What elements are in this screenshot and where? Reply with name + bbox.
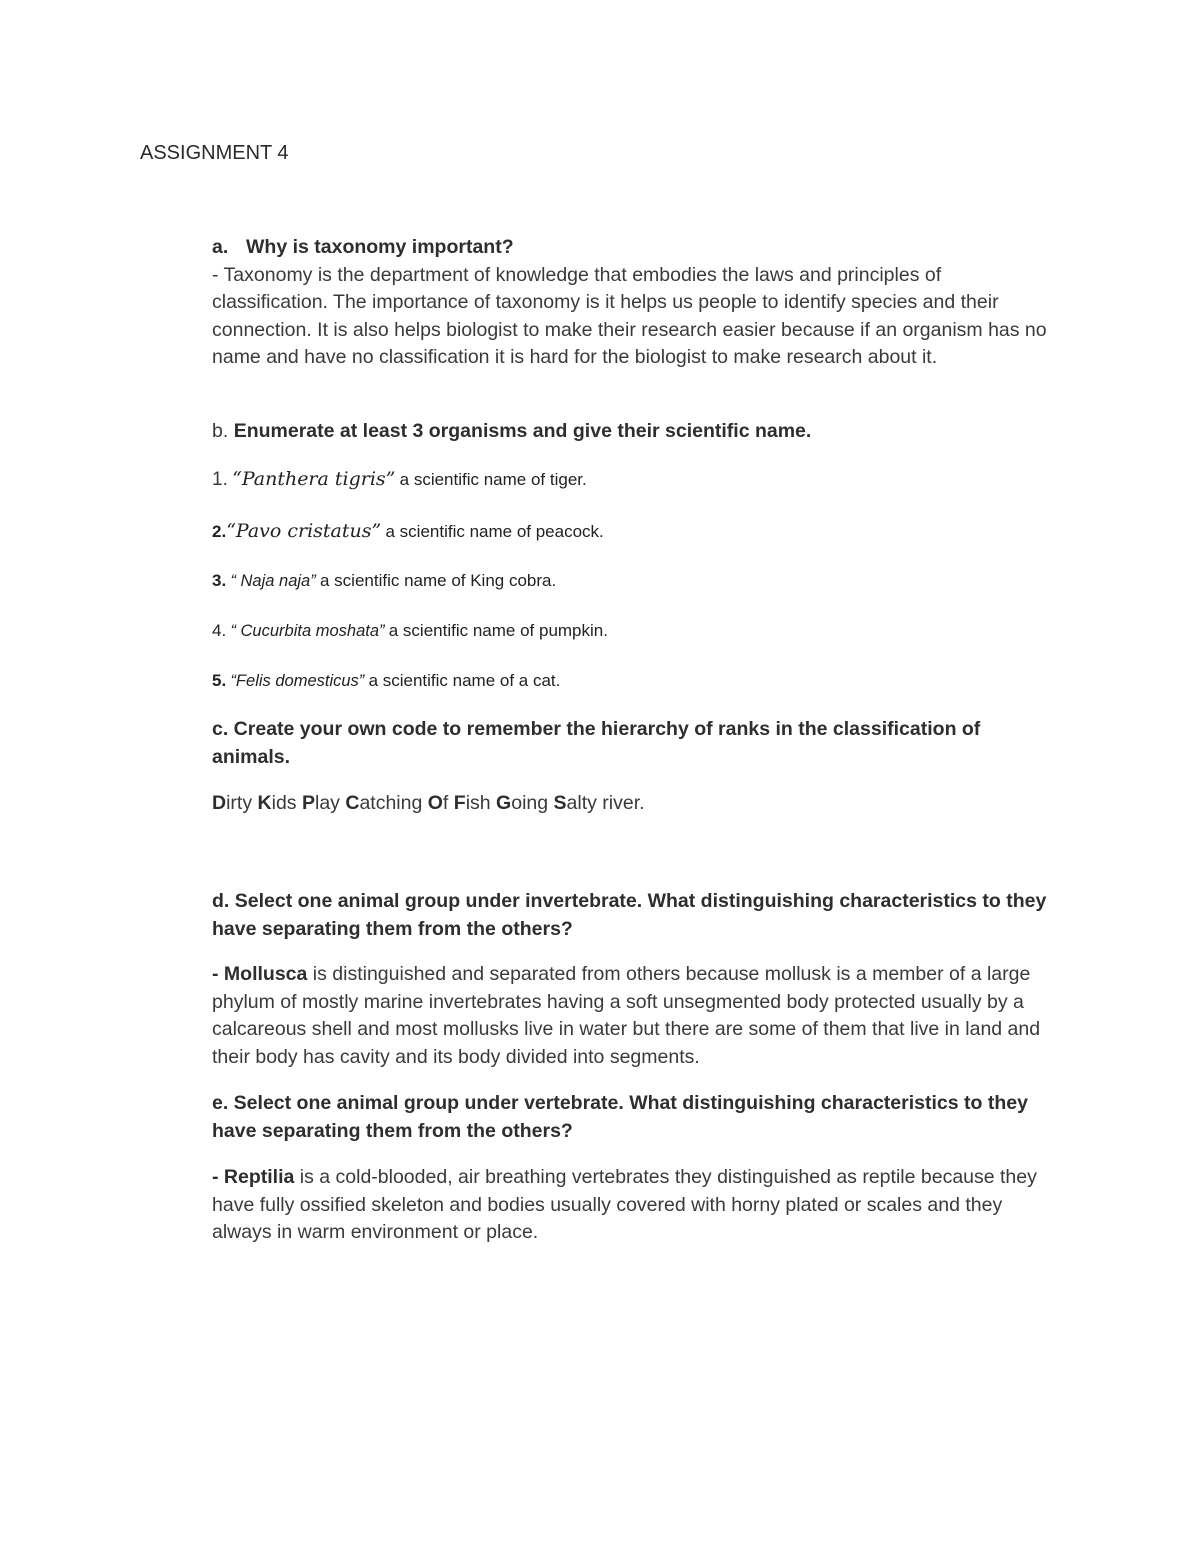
section-e-answer-lead: - Reptilia [212, 1166, 295, 1188]
mnemonic-word: Of [427, 792, 449, 814]
section-a [212, 234, 1062, 372]
organism-item [212, 520, 604, 542]
section-e-answer [212, 1164, 1062, 1247]
organism-scientific-name: “Pavo cristatus” [226, 520, 382, 542]
section-e-answer-text: is a cold-blooded, air breathing vertebrates they distinguished as reptile because they have fully ossified skeleton and bodies usually covered with horny plated or scales and they always in warm environment or place. [212, 1166, 1037, 1243]
section-a-letter: a. [212, 236, 229, 258]
organism-scientific-name: “ Cucurbita moshata” [230, 622, 385, 640]
organism-item [212, 671, 560, 691]
mnemonic-word: Play [301, 792, 340, 814]
organism-description: a scientific name of King cobra. [319, 571, 557, 590]
organism-item [212, 468, 587, 491]
section-e-question: e. Select one animal group under vertebrate. What distinguishing characteristics to they have separating them from the others? [212, 1092, 1028, 1142]
organism-item [212, 571, 556, 591]
section-b-question [212, 418, 1062, 446]
organism-description: a scientific name of peacock. [385, 522, 604, 541]
organism-description: a scientific name of tiger. [399, 470, 587, 489]
organism-number: 1. [212, 469, 228, 490]
section-d-answer-text: is distinguished and separated from others because mollusk is a member of a large phylum of mostly marine invertebrates having a soft unsegmented body protected usually by a calcareous shell and most mollusks live in water but there are some of them that live in land and their body has cavity and its body divided into segments. [212, 963, 1041, 1068]
organism-scientific-name: “ Naja naja” [230, 572, 316, 590]
section-b-letter: b. [212, 420, 229, 442]
organism-scientific-name: “Panthera tigris” [232, 468, 396, 490]
organism-description: a scientific name of a cat. [368, 671, 561, 690]
organism-description: a scientific name of pumpkin. [388, 621, 608, 640]
organism-number: 2. [212, 522, 227, 541]
section-b-question-text: Enumerate at least 3 organisms and give their scientific name. [233, 420, 812, 442]
assignment-title: ASSIGNMENT 4 [140, 142, 289, 164]
mnemonic-word: Kids [257, 792, 297, 814]
mnemonic-code [212, 790, 1062, 818]
organism-number: 3. [212, 571, 227, 590]
organism-number: 5. [212, 671, 227, 690]
organism-number: 4. [212, 621, 227, 640]
organism-item [212, 621, 608, 641]
mnemonic-word: Salty river. [553, 792, 645, 814]
section-a-answer: - Taxonomy is the department of knowledge that embodies the laws and principles of classification. The importance of taxonomy is it helps us people to identify species and their connection. It is also helps biologist to make their research easier because if an organism has no name and have no classification it is hard for the biologist to make research about it. [212, 263, 1047, 368]
section-a-question [212, 234, 1062, 262]
organism-scientific-name: “Felis domesticus” [230, 672, 365, 690]
section-d-answer-lead: - Mollusca [212, 963, 308, 985]
mnemonic-word: Catching [345, 792, 423, 814]
section-c-question: c. Create your own code to remember the hierarchy of ranks in the classification of animals. [212, 718, 981, 768]
section-d-answer [212, 961, 1062, 1071]
mnemonic-word: Going [496, 792, 549, 814]
section-d-question: d. Select one animal group under invertebrate. What distinguishing characteristics to they have separating them from the others? [212, 890, 1047, 940]
mnemonic-word: Fish [453, 792, 491, 814]
mnemonic-word: Dirty [212, 792, 253, 814]
section-a-question-text: Why is taxonomy important? [246, 236, 514, 258]
